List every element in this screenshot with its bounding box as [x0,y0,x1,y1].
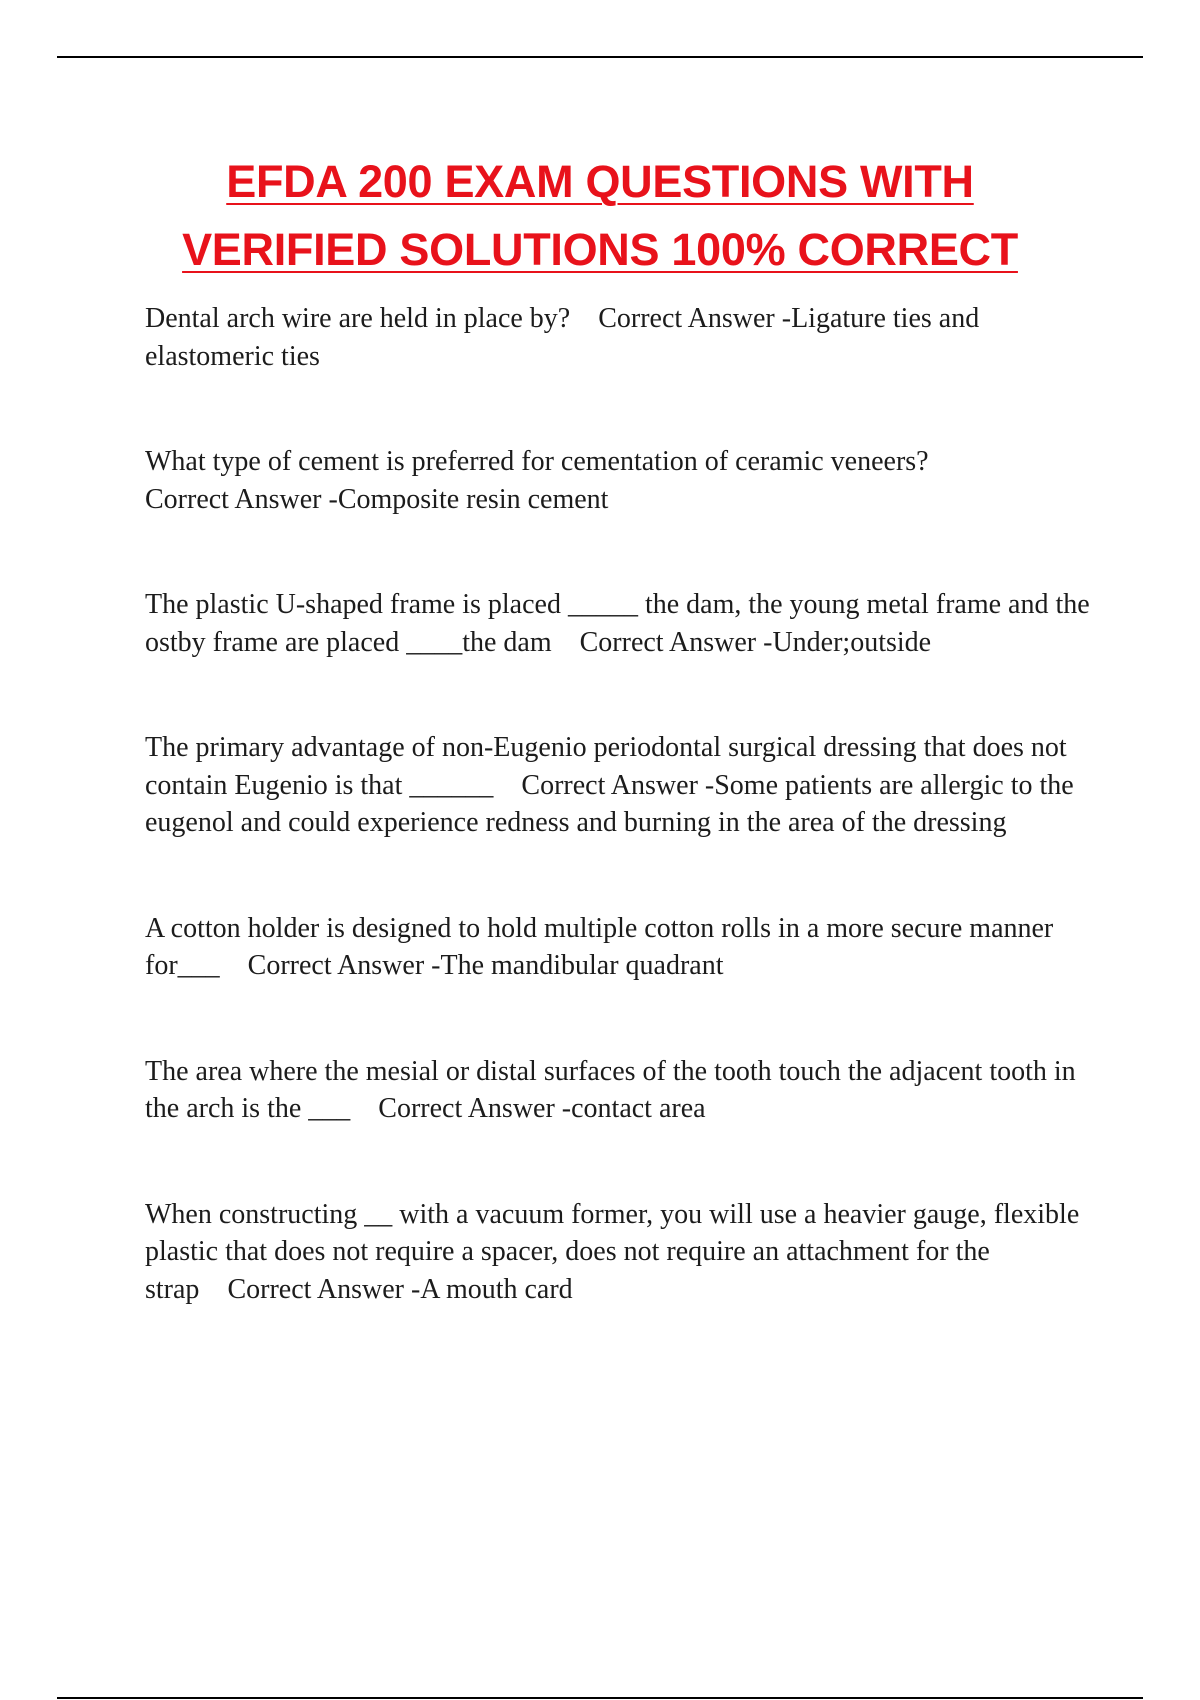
title-line-1: EFDA 200 EXAM QUESTIONS WITH [226,156,974,207]
question-text: Dental arch wire are held in place by? [145,303,571,334]
question-list [145,300,1095,1376]
question-text: The area where the mesial or distal surfaces of the tooth touch the adjacent tooth in the arch is the ___ [145,1055,1076,1124]
answer-text: Correct Answer -The mandibular quadrant [247,950,724,981]
answer-text: Correct Answer -Ligature ties and elastomeric ties [145,303,980,372]
document-title [0,148,1200,284]
top-rule [57,56,1143,58]
bottom-rule [57,1697,1143,1699]
question-text: When constructing __ with a vacuum former, you will use a heavier gauge, flexible plastic that does not require a spacer, does not require an attachment for the strap [145,1198,1080,1305]
qa-item [145,729,1095,842]
title-line-2: VERIFIED SOLUTIONS 100% CORRECT [182,224,1018,275]
answer-text: Correct Answer -Composite resin cement [145,483,609,515]
qa-item [145,300,1095,375]
question-text: The primary advantage of non-Eugenio periodontal surgical dressing that does not contain Eugenio is that ______ [145,732,1067,801]
question-text: The plastic U-shaped frame is placed _____ the dam, the young metal frame and the ostby frame are placed ____the dam [145,589,1090,658]
qa-item [145,1196,1095,1309]
answer-text: Correct Answer -Under;outside [579,626,932,658]
qa-item [145,1053,1095,1128]
answer-text: Correct Answer -Some patients are allergic to the eugenol and could experience redness and burning in the area of the dressing [145,769,1074,838]
question-text: What type of cement is preferred for cementation of ceramic veneers? [145,446,929,477]
answer-text: Correct Answer -A mouth card [227,1273,573,1305]
qa-item [145,586,1095,661]
question-text: A cotton holder is designed to hold multiple cotton rolls in a more secure manner for___ [145,912,1054,981]
answer-text: Correct Answer -contact area [378,1093,706,1124]
qa-item [145,910,1095,985]
qa-item [145,443,1095,518]
